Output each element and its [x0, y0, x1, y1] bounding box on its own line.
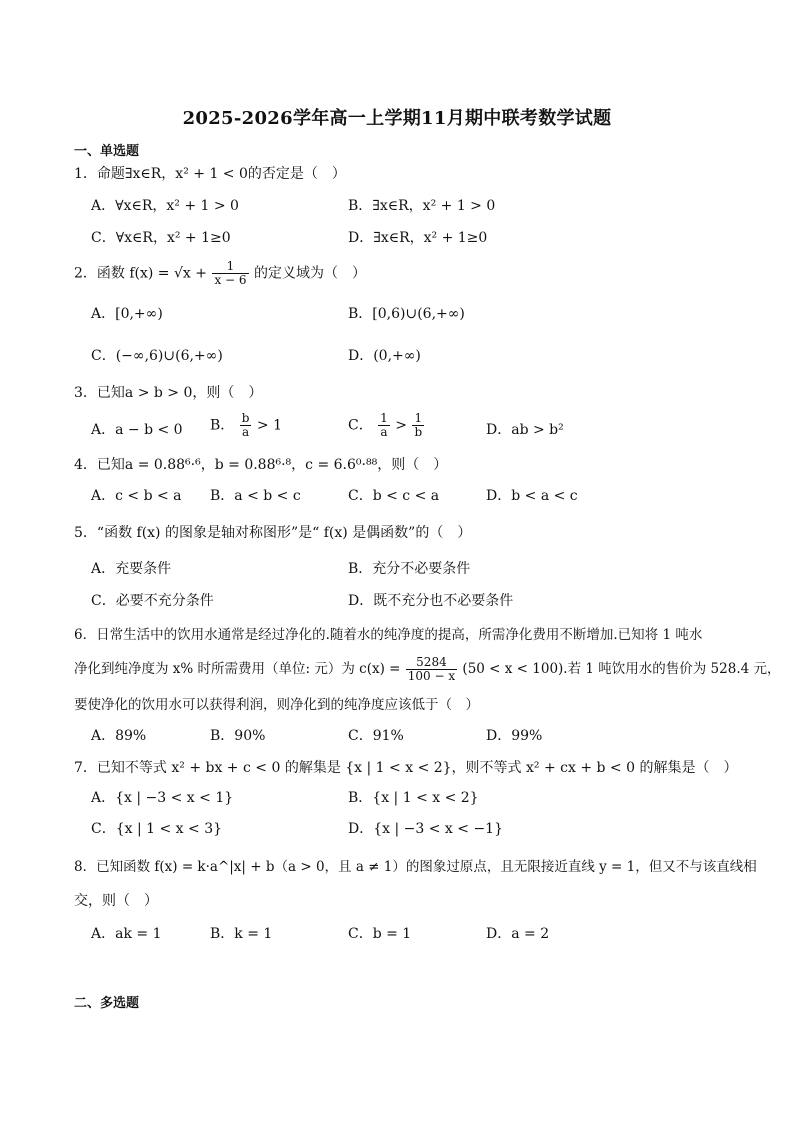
section-heading-multi: 二、多选题: [74, 996, 140, 1011]
q6-option-c[interactable]: C．91%: [348, 728, 404, 744]
q4-option-d[interactable]: D．b < a < c: [486, 488, 578, 504]
q3-c-den2: b: [414, 425, 423, 439]
q3-option-b-letter: B．: [210, 417, 235, 434]
q3-option-c-fraction-2: [412, 412, 424, 439]
q2-stem-suffix: 的定义域为（ ）: [254, 265, 366, 282]
q3-option-b-fraction: [240, 412, 252, 439]
q3-option-c-letter: C．: [348, 417, 373, 434]
q5-option-d[interactable]: D．既不充分也不必要条件: [348, 593, 514, 609]
q6-frac-den: 100 − x: [407, 669, 456, 683]
q3-option-d[interactable]: D．ab > b²: [486, 422, 564, 438]
q3-c-den1: a: [380, 425, 388, 439]
q2-frac-num: 1: [212, 260, 248, 274]
q3-option-a[interactable]: A．a − b < 0: [91, 422, 183, 438]
question-7: 7．已知不等式 x² + bx + c < 0 的解集是 {x | 1 < x < 2}，则不等式 x² + cx + b < 0 的解集是（ ）: [74, 760, 738, 776]
question-3: 3．已知a > b > 0，则（ ）: [74, 385, 263, 401]
q1-option-c[interactable]: C．∀x∈R，x² + 1≥0: [91, 230, 231, 246]
q8-option-a[interactable]: A．ak = 1: [91, 926, 162, 942]
question-8-line-1: 8．已知函数 f(x) = k·a^|x| + b（a > 0，且 a ≠ 1）的图象过原点，且无限接近直线 y = 1，但又不与该直线相: [74, 859, 757, 875]
q3-b-den: a: [242, 425, 250, 439]
q1-option-a[interactable]: A．∀x∈R，x² + 1 > 0: [91, 198, 239, 214]
question-5: 5．“函数 f(x) 的图象是轴对称图形”是“ f(x) 是偶函数”的（ ）: [74, 525, 472, 541]
q2-stem-prefix: 2．函数 f(x) = √x +: [74, 265, 207, 282]
q8-option-b[interactable]: B．k = 1: [210, 926, 273, 942]
q4-option-b[interactable]: B．a < b < c: [210, 488, 301, 504]
q2-fraction: [212, 260, 248, 287]
q6-line2-prefix: 净化到纯净度为 x% 时所需费用（单位: 元）为 c(x) =: [74, 661, 401, 677]
q5-option-c[interactable]: C．必要不充分条件: [91, 593, 214, 609]
question-6-line-1: 6．日常生活中的饮用水通常是经过净化的.随着水的纯净度的提高，所需净化费用不断增加.已知将 1 吨水: [74, 627, 703, 643]
question-6-line-2: [74, 656, 781, 683]
question-2: [74, 260, 366, 287]
q6-line2-suffix: (50 < x < 100).若 1 吨饮用水的售价为 528.4 元，: [462, 661, 781, 677]
q3-option-b[interactable]: [210, 412, 282, 439]
question-1: 1．命题∃x∈R，x² + 1 < 0的否定是（ ）: [74, 166, 346, 182]
q6-fraction: [406, 656, 457, 683]
q3-c-num2: 1: [412, 412, 424, 426]
question-6-line-3: 要使净化的饮用水可以获得利润，则净化到的纯净度应该低于（ ）: [74, 697, 479, 713]
q6-option-b[interactable]: B．90%: [210, 728, 266, 744]
q7-option-b[interactable]: B．{x | 1 < x < 2}: [348, 790, 479, 806]
q2-option-c[interactable]: C．(−∞,6)∪(6,+∞): [91, 348, 223, 364]
q2-frac-den: x − 6: [214, 273, 247, 287]
q2-option-b[interactable]: B．[0,6)∪(6,+∞): [348, 306, 465, 322]
q8-option-c[interactable]: C．b = 1: [348, 926, 412, 942]
q3-b-tail: > 1: [256, 417, 282, 434]
q6-frac-num: 5284: [406, 656, 457, 670]
q3-option-c[interactable]: [348, 412, 425, 439]
q5-option-b[interactable]: B．充分不必要条件: [348, 561, 471, 577]
q3-c-num1: 1: [380, 411, 388, 425]
q3-c-mid: >: [390, 417, 412, 434]
q8-option-d[interactable]: D．a = 2: [486, 926, 550, 942]
q7-option-c[interactable]: C．{x | 1 < x < 3}: [91, 821, 223, 837]
q4-option-c[interactable]: C．b < c < a: [348, 488, 440, 504]
q4-option-a[interactable]: A．c < b < a: [91, 488, 182, 504]
q1-option-b[interactable]: B．∃x∈R，x² + 1 > 0: [348, 198, 496, 214]
question-4: 4．已知a = 0.88⁶·⁶，b = 0.88⁶·⁸，c = 6.6⁰·⁸⁸，则（ ）: [74, 457, 448, 473]
q3-b-num: b: [241, 411, 250, 425]
q5-option-a[interactable]: A．充要条件: [91, 561, 172, 577]
q2-option-d[interactable]: D．(0,+∞): [348, 348, 421, 364]
q7-option-a[interactable]: A．{x | −3 < x < 1}: [91, 790, 234, 806]
q3-option-c-fraction-1: [378, 412, 390, 439]
q6-option-d[interactable]: D．99%: [486, 728, 543, 744]
question-8-line-2: 交，则（ ）: [74, 893, 158, 909]
q7-option-d[interactable]: D．{x | −3 < x < −1}: [348, 821, 503, 837]
q2-option-a[interactable]: A．[0,+∞): [91, 306, 163, 322]
page-title: 2025-2026学年高一上学期11月期中联考数学试题: [182, 108, 612, 129]
q6-option-a[interactable]: A．89%: [91, 728, 147, 744]
q1-option-d[interactable]: D．∃x∈R，x² + 1≥0: [348, 230, 488, 246]
section-heading-single: 一、单选题: [74, 144, 140, 159]
